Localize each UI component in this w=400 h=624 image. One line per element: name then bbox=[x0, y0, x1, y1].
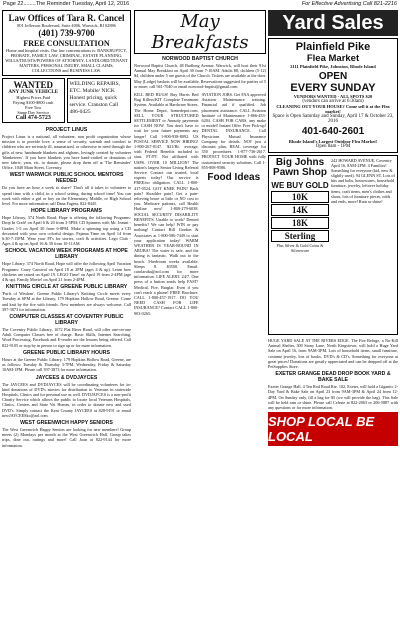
pf-phone: 401-640-2601 bbox=[301, 126, 365, 137]
notice bbox=[2, 248, 131, 282]
notice bbox=[2, 420, 131, 448]
law-title: Law Offices of Tara R. Cancel bbox=[8, 13, 125, 23]
law-offices-ad bbox=[2, 10, 131, 76]
notice-heading: NORWOOD BAPTIST CHURCH bbox=[162, 56, 238, 62]
pf-ri: Rhode Island's Largest Outdoor Flea Market! bbox=[288, 139, 378, 144]
column-right bbox=[268, 10, 398, 622]
classifieds-text: KILL BED BUGS! Buy Harris Bed Bug Killers/KIT Complete Treatment System. Available at Hardware Stores, The Home Depot, homedepot.com. SELL YOUR STRUCTURED SETTLEMENT or Annuity payments for CASH NOW. You don't have to wait for your future payments any longer! Call 1-800-938-8092. US POSTAL SERVICE NOW HIRING! 1-800-267-0147. $21/Hr. average, with Federal Benefits included to start. FT/PT. Not affiliated with USPS. OVER 10 MILLION! The nation's largest Senior Living Referral Service. Contact our trusted, local experts today! Our service is FREE/no obligation. CALL 1-800-417-0524. GOT KNEE PAIN? Back pain? Shoulder pain? Get a pain-relieving brace at little or NO cost to you. Medicare patients, call Health Hotline now! 1-800-279-6038. SOCIAL SECURITY DISABILITY BENEFITS. Unable to work? Denied benefits? We can help! WIN or pay nothing! Contact Bill Gordon & Associates at 1-800-586-7449 to start your application today! WARM WEATHER IS YEAR-ROUND IN ARUBA! The water is safe, and the dining is fantastic. Walk out to the beach. 3-bedroom weeks available. Sleeps 8. $3500. Email: carolaruba@aol.com for more information. LIFE ALERT. 24/7. One press of a button sends help FAST! Medical, Fire, Burglar. Even if you can't reach a phone! FREE Brochure. CALL 1-800-457-1917. DO YOU NEED CASH FOR LIFE INSURANCE? Contact CALL 1-800-903-0265. bbox=[134, 92, 199, 316]
exeter-body: Exeter Grange Hall, 4 Ten Rod Road Rte. 102, Exeter, will hold a Gigantic 2-Day Yard & Bake Sale on April 23 from 9AM-3PM & April 24 from 12-4PM. On Sunday only, fill a bag for $5 (we will provide the bag). This Sale will be held rain or shine. Please call Celeste at 822-2063 or 206-5887 with any questions or for more information. bbox=[268, 384, 398, 411]
pawn-plus: Plus Silver & Gold Coins & Silverware bbox=[276, 243, 324, 254]
small-ads-row bbox=[2, 78, 131, 125]
pawn-metal-2: 14K bbox=[271, 204, 329, 216]
wanted-title: WANTED bbox=[13, 80, 53, 90]
pf-vendors: VENDORS WANTED - ALL SPOTS $20 bbox=[293, 94, 373, 99]
notice-body: Norwood Baptist Church, 48 Budlong Avenue, Warwick, will host their 91st Annual May Breakfast on April 30 from 7-10AM. Adults $8, children (5-12) $4, children under 5 are guests of the Church. Tickets are available at the door. May (Lodge) baskets will be available. Reservations suggested for parties of 5 or more; call 941-7040 or email norwood-baptist@gmail.com bbox=[134, 63, 266, 89]
notice-body: Do you have an hour a week to share? That's all it takes to volunteer to spend time with a child, in a school setting, during school time! You can work with either a girl or boy on the Elementary, Middle, or High School level. For more information call Dana Fagera, 822-8445. bbox=[2, 185, 131, 207]
notice-heading: HOPE LIBRARY PROGRAMS bbox=[31, 208, 102, 215]
notice bbox=[2, 375, 131, 418]
page-header-left: Page 22........The Reminder Tuesday, April 12, 2016 bbox=[3, 1, 130, 7]
law-free: FREE CONSULTATION bbox=[23, 39, 110, 48]
notice-heading: JAYCEES & DVDJAYCES bbox=[35, 374, 98, 381]
law-address: 801 Jefferson Boulevard, Suite 4006, Warwick, RI 02886 bbox=[17, 23, 116, 28]
plainfield-flea-market-ad bbox=[268, 38, 398, 153]
notice-body: The Coventry Public Library, 1672 Flat River Road, will offer one-on-one Adult Computer Classes free of charge. Basic Skills, Internet Searching, Word Processing, Facebook and E-reader are the lessons being offered. Call 822-9105 or stop by in person to sign up or for more information. bbox=[2, 327, 131, 348]
wanted-l3: Free Tow bbox=[25, 105, 42, 110]
notice bbox=[2, 284, 131, 312]
pf-addr: 2111 Plainfield Pike, Johnston, Rhode Island bbox=[290, 64, 376, 69]
notice-body: Hope Library, 374 North Road, Hope will offer the following April Vacation Programs: Crazy Carnival on April 18 at 2PM (ages 4 & up). Learn how chickens are raised on April 19. LEGO Time! on April 19 from 2-4PM (age 4 & up). Family Movie! on April 21 from 2-4PM. bbox=[2, 261, 131, 283]
notice-body: 'Purls of Wisdom', Greene Public Library's Knitting Circle meets every Tuesday at 6PM at the Library, 179 Hopkins Hollow Road, Greene. Come and knit by the fire with friends. New members are always welcome. Call 397-3873 for information. bbox=[2, 291, 131, 312]
exeter-heading: EXETER GRANGE DEAD DROP BOOK YARD & BAKE SALE bbox=[275, 371, 391, 384]
notice bbox=[2, 350, 131, 373]
notice bbox=[134, 56, 266, 89]
notice-heading: PROJECT LINUS bbox=[45, 127, 88, 133]
notice-body: The JAYCEES and DVDJAYCES will be coordinating volunteers for in-kind donations of DVD's movies for distribution to Veterans in statewide Hospitals, Clinics and for personal use as well. DVDJAYCES is a non-profit Charity Service which allows the public to locate local Veterans Hospitals, Clinics, Centers and State Vet Homes, in order to donate new and used DVD's. Simply contact the Kent County JAYCEES at 828-9191 or email newJAYCEESkc@aol.com bbox=[2, 381, 131, 418]
page-header-right: For Effective Advertising Call 821-2216 bbox=[301, 1, 397, 7]
notices-left bbox=[2, 127, 131, 448]
wanted-l2: Paying $100-$800 cash bbox=[13, 100, 54, 105]
wanted-l4: Same Day Service bbox=[17, 110, 50, 115]
pawn-metal-4: Sterling bbox=[271, 230, 329, 242]
notice-heading: GREENE PUBLIC LIBRARY HOURS bbox=[22, 349, 111, 356]
wanted-phone: Call 474-5723 bbox=[15, 115, 51, 121]
pawn-we-buy: WE BUY GOLD bbox=[271, 181, 329, 190]
pf-dates: Space is Open Saturday and Sunday, April 17 & October 23, 2016 bbox=[272, 114, 394, 124]
classifieds-text-2: AVIATION JOBS. Get FAA approved Aviation Maintenance training. Financial aid if qualified. Job placement assistance. CALL Aviation Institute of Maintenance 1-866-453-6204. CASH FOR CARS, any make or model! Instant Offer. Free Pick-up! DENTAL INSURANCE. Call Physicians Mutual Insurance Company for details. NOT just a discount plan, REAL coverage for 350 procedures. 1-877-736-2617. PROTECT YOUR HOME with fully customized security solutions. Call 1-855-808-9586. bbox=[201, 92, 266, 170]
pf-hours: Open 8am - 1PM bbox=[315, 144, 351, 149]
notice-heading: COMPUTER CLASSES AT COVENTRY PUBLIC LIBRARY bbox=[9, 314, 124, 327]
notice-heading: KNITTING CIRCLE AT GREENE PUBLIC LIBRARY bbox=[5, 284, 128, 291]
pf-clean: CLEANING OUT YOUR HOUSE? Come sell it at the Flea market! bbox=[276, 104, 390, 114]
huge-yard-sale: HUGE YARD SALE AT THE RIVERS EDGE. The Fire Refuge, a No-Kill Animal Shelter, 300 Stony Lane, North Kingstown, will hold a Huge Yard Sale on April 16, from 9AM-3PM. Lots of household items, small furniture, costume jewelry, lots of books, DVD's & CD's. Something for everyone at great prices! Donations are greatly appreciated and can be dropped off at the PetSupplies Store. bbox=[268, 338, 398, 370]
pawn-title-1: Big Johns bbox=[275, 157, 325, 168]
pf-vnote: (vendors can arrive at 6:30am) bbox=[302, 99, 364, 104]
wanted-ad bbox=[2, 78, 65, 123]
shop-local-banner: SHOP LOCAL BE LOCAL bbox=[268, 412, 398, 446]
notice bbox=[2, 172, 131, 206]
notice-body: Hope Library, 374 North Road, Hope is offering the following Programs: Drop In Craft! on April 6 & 20 from 3-5PM; CD Spinners with Mr. Jeaunt - Grades 1-5 on April 30 from 6-8PM. Make a spinning top using a CD decorated with your own colorful design. Pajama Time on April 14 from 6:30-7:15PM. Wear your PJ's for stories, craft & activities. Lego Club - Ages 4 & up on April 16 & 30 from 10-11AM. bbox=[2, 215, 131, 247]
notice bbox=[2, 127, 131, 170]
notice-body: Hours at the Greene Public Library, 179 Hopkins Hollow Road, Greene, are as follows: Tuesday & Thursday 3-7PM, Wednesday, Friday & Saturday 10AM-1PM. Please call 397-3873 for more information. bbox=[2, 356, 131, 373]
welding-ad bbox=[67, 78, 132, 123]
notice-body: The West Greenwich Happy Seniors are looking for new members! Group meets (2) Mondays per month at the West Greenwich Hall. Group takes trips, dine out, outings and more! Call Joan at 822-9144 for more information. bbox=[2, 426, 131, 448]
welding-text: WELDING REPAIRS, ETC. Mobile/ NICK Honest pricing, quick service. Cranston Call 486-0425 bbox=[69, 81, 121, 115]
wanted-l1: Highest Prices Paid bbox=[16, 95, 51, 100]
notice-heading: WEST GREENWICH HAPPY SENIORS bbox=[20, 419, 113, 426]
notice-heading: SCHOOL VACATION WEEK PROGRAMS AT HOPE LIBRARY bbox=[5, 248, 128, 261]
pf-open: OPEN bbox=[318, 71, 348, 82]
notice-body: Project Linus is a national, all volunteer, non profit organization whose mission is to provide love, a sense of security, warmth and comfort to children who are seriously ill, traumatized, or otherwise in need through the gifts of new, handmade blankets and afghans, lovingly created by volunteer 'blanketeers'. If you have blankets you have hand-crafted or donations of new fabric, yarn, etc. to donate, please drop them off at 'The Reminder' Office, 1040 Main Street, Coventry. bbox=[2, 134, 131, 171]
yard-sale-listings: 242 HOWARD AVENUE, Coventry April 16, 8AM-2PM. 4 Families! Something for everyone (kid, new & slightly used). 94 GLENN ST. Lots of bits and bobs, housewares, household furniture, jewelry, leftover holiday items, craft items, men's clothes and shoes, lots of furniture pieces, odds and ends, more! Rain or shine! bbox=[331, 158, 395, 204]
column-left bbox=[2, 10, 131, 622]
pawn-metal-3: 18K bbox=[271, 217, 329, 229]
pf-market: Flea Market bbox=[306, 53, 360, 64]
column-middle bbox=[134, 10, 266, 622]
notice bbox=[2, 208, 131, 246]
wanted-sub: ANY JUNK VEHICLE bbox=[8, 90, 59, 95]
classifieds-block bbox=[134, 92, 266, 316]
pf-name: Plainfield Pike bbox=[295, 41, 371, 53]
pawn-title-2: Pawn Shop bbox=[273, 167, 327, 178]
pf-every: EVERY SUNDAY bbox=[290, 82, 376, 94]
pawn-shop-ad bbox=[268, 155, 398, 335]
yard-sales-title: Yard Sales bbox=[268, 10, 398, 36]
notice bbox=[2, 314, 131, 348]
may-breakfasts-title: May Breakfasts bbox=[134, 10, 266, 54]
page-header bbox=[0, 0, 400, 9]
law-phone: (401) 739-9700 bbox=[38, 28, 95, 38]
law-services: Home and hospital visits. Our law concentrations is: BANKRUPTCY, PROBATE, FAMILY LAW, CRIMINAL, ESTATE PLANNING, WILLS/TRUSTS/POWERS OF ATTORNEY, LANDLORD/TENANT MATTERS, PERSONAL INJURY, SMALL CLAIMS, COLLECTIONS and BUSINESS LAW. bbox=[5, 48, 128, 73]
food-ideas-title: Food Ideas bbox=[207, 172, 261, 184]
pawn-metal-1: 10K bbox=[271, 191, 329, 203]
notice-heading: WEST WARWICK PUBLIC SCHOOL MENTORS NEEDED bbox=[9, 172, 124, 185]
